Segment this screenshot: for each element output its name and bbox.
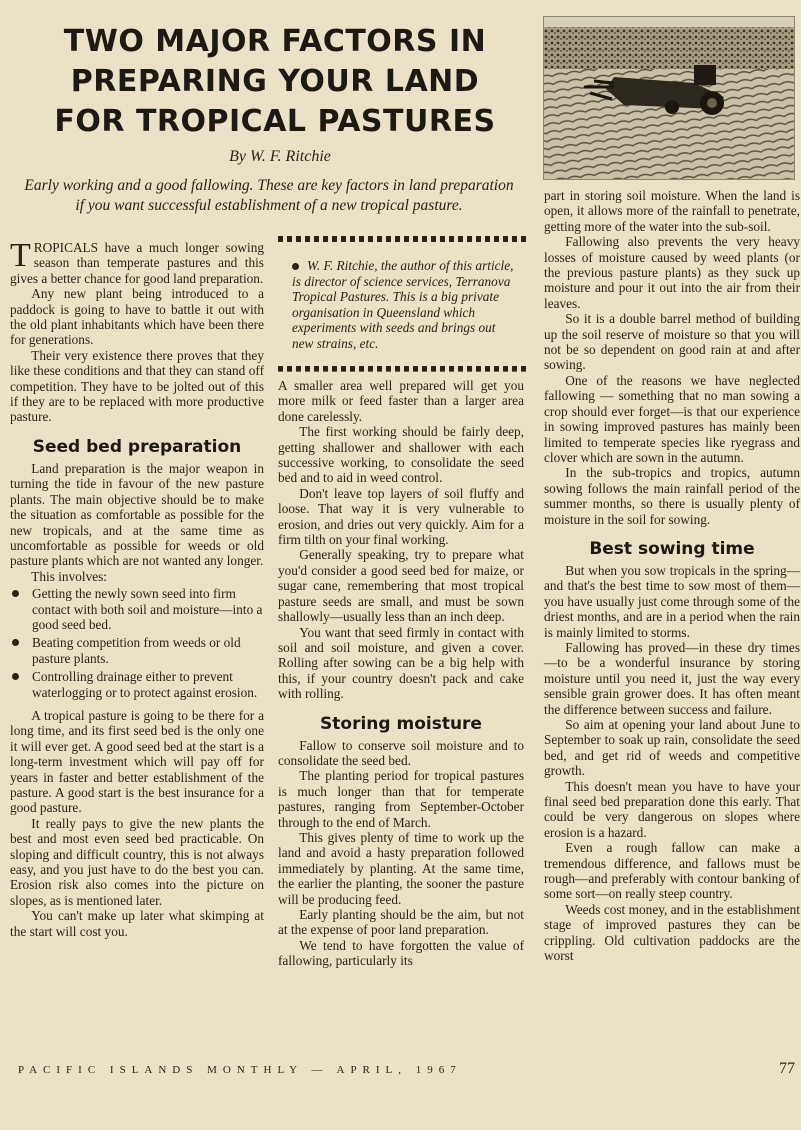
column-2	[278, 378, 524, 969]
photo-illustration	[544, 17, 794, 179]
decorative-border-bottom	[278, 366, 526, 372]
paragraph: So it is a double barrel method of building up the soil reserve of moisture so that you will not be so dependent on good rain at and after sowing.	[544, 311, 800, 373]
drop-cap: T	[10, 237, 31, 274]
tractor-ploughing-photo	[543, 16, 795, 180]
paragraph: But when you sow tropicals in the spring—and that's the best time to sow most of them—you have usually just come through some of the driest months, and are in a period when the rain is mainly limited to storms.	[544, 562, 800, 640]
paragraph: Any new plant being introduced to a paddock is going to have to battle it out with the old plant inhabitants which have been there for generations.	[10, 286, 264, 348]
subhead-seed-bed: Seed bed preparation	[32, 436, 242, 457]
headline-line-1: TWO MAJOR FACTORS IN	[63, 24, 487, 59]
page-number: 77	[779, 1060, 795, 1077]
column-3	[544, 188, 800, 964]
paragraph: The planting period for tropical pastures is much longer than that for temperate pastures, ranging from September-October through to the end of March.	[278, 768, 524, 830]
paragraph: You can't make up later what skimping at the start will cost you.	[10, 908, 264, 939]
paragraph: Fallowing has proved—in these dry times—to be a wonderful insurance by storing moisture until you need it, just the way every sensible grain grower does. It has often meant the difference between success and failure.	[544, 639, 800, 717]
paragraph: This doesn't mean you have to have your final seed bed preparation done this early. That could be very dangerous on slopes where erosion is a hazard.	[544, 778, 800, 840]
column-1	[10, 237, 264, 939]
article-headline	[40, 22, 510, 142]
paragraph: So aim at opening your land about June to September to soak up rain, consolidate the seed bed, and get rid of weeds and competitive growth.	[544, 717, 800, 779]
paragraph: This involves:	[31, 568, 107, 584]
paragraph: In the sub-tropics and tropics, autumn sowing follows the main rainfall period of the summer months, so there is usually plenty of moisture in the soil for sowing.	[544, 465, 800, 527]
paragraph: This gives plenty of time to work up the land and avoid a hasty preparation followed immediately by planting. At the same time, the earlier the planting, the sooner the pasture will be producing feed.	[278, 829, 524, 907]
paragraph: part in storing soil moisture. When the land is open, it allows more of the rainfall to penetrate, getting more of the water into the sub-soil.	[544, 188, 800, 234]
lead-text: ROPICALS have a much longer sowing season than temperate pastures and this gives a better chance for good land preparation.	[10, 240, 264, 286]
paragraph: The first working should be fairly deep, getting shallower and shallower with each successive working, to consolidate the seed bed and to aid in weed control.	[278, 424, 524, 486]
paragraph: Weeds cost money, and in the establishment stage of improved pastures they can be crippling. Old cultivation paddocks are the worst	[544, 901, 800, 964]
paragraph: A tropical pasture is going to be there for a long time, and its first seed bed is the only one it will ever get. A good seed bed at the start is a long-term investment which will pay off for years in faster and better establishment of the pasture. A good start is the best insurance for a good pasture.	[10, 707, 264, 816]
headline-line-3: FOR TROPICAL PASTURES	[54, 104, 496, 139]
author-note-box	[278, 236, 526, 372]
byline: By W. F. Ritchie	[229, 148, 331, 165]
paragraph: Fallow to conserve soil moisture and to consolidate the seed bed.	[278, 737, 524, 768]
paragraph: Their very existence there proves that they like these conditions and that they can stand off competition. They have to be jolted out of this if they are to be replaced with more productive pasture.	[10, 347, 264, 425]
running-footer: PACIFIC ISLANDS MONTHLY — APRIL, 1967	[18, 1064, 462, 1076]
paragraph: One of the reasons we have neglected fallowing — something that no man sowing a crop should ever forget—is that our experience in sowing improved pastures has mainly been limited to temperate species like ryegrass and clover which are sown in the autumn.	[544, 372, 800, 465]
author-note	[278, 242, 526, 366]
paragraph: It really pays to give the new plants the best and most even seed bed practicable. On sloping and difficult country, this is not always easy, and you just have to do the best you can. Erosion risk also comes into the picture on slopes, as is mentioned later.	[10, 815, 264, 908]
bullet-dot-icon	[292, 263, 299, 270]
subhead-storing-moisture: Storing moisture	[320, 713, 482, 734]
paragraph: Generally speaking, try to prepare what you'd consider a good seed bed for maize, or sugar cane, remembering that most tropical pasture seeds are small, and must be sown shallowly—usually less than an inch deep.	[278, 547, 524, 625]
paragraph: Even a rough fallow can make a tremendous difference, and fallows must be rough—and preferably with contour banking of some sort—on really steep country.	[544, 840, 800, 902]
paragraph: Early planting should be the aim, but not at the expense of poor land preparation.	[278, 907, 524, 938]
decorative-border-top	[278, 236, 526, 242]
bullet-item: Beating competition from weeds or old pasture plants.	[10, 635, 264, 666]
paragraph: Land preparation is the major weapon in turning the tide in favour of the new pasture plants. The main objective should be to make the situation as comfortable as possible for the new tropicals, and at the same time as uncomfortable as possible for weeds or old pasture plants which are not wanted any longer.	[10, 460, 264, 569]
paragraph: A smaller area well prepared will get you more milk or feed faster than a larger area done carelessly.	[278, 378, 524, 424]
lead-paragraph	[10, 237, 264, 286]
paragraph: Fallowing also prevents the very heavy losses of moisture caused by weed plants (or the previous pasture plants) as they suck up moisture and pour it out into the air from their leaves.	[544, 234, 800, 311]
paragraph: We tend to have forgotten the value of fallowing, particularly its	[278, 937, 524, 969]
headline-line-2: PREPARING YOUR LAND	[70, 64, 480, 99]
paragraph: Don't leave top layers of soil fluffy and loose. That way it is very vulnerable to erosion, and dries out very quickly. Aim for a firm tilth on your final working.	[278, 485, 524, 548]
bullet-item: Getting the newly sown seed into firm contact with both soil and moisture—into a good seed bed.	[10, 586, 264, 632]
paragraph: You want that seed firmly in contact with soil and soil moisture, and given a cover. Rolling after sowing can be a big help with this, if your country doesn't pack and cake with rolling.	[278, 624, 524, 702]
bullet-item: Controlling drainage either to prevent waterlogging or to protect against erosion.	[10, 669, 264, 700]
subhead-best-sowing-time: Best sowing time	[589, 538, 755, 559]
bullet-list	[10, 586, 264, 700]
article-intro: Early working and a good fallowing. These are key factors in land preparation if you want successful establishment of a new tropical pasture.	[24, 177, 514, 214]
author-note-text: W. F. Ritchie, the author of this article, is director of science services, Terranova Tropical Pastures. This is a big private organisation in Queensland which experiments with seeds and brings out new strains, etc.	[292, 258, 514, 351]
